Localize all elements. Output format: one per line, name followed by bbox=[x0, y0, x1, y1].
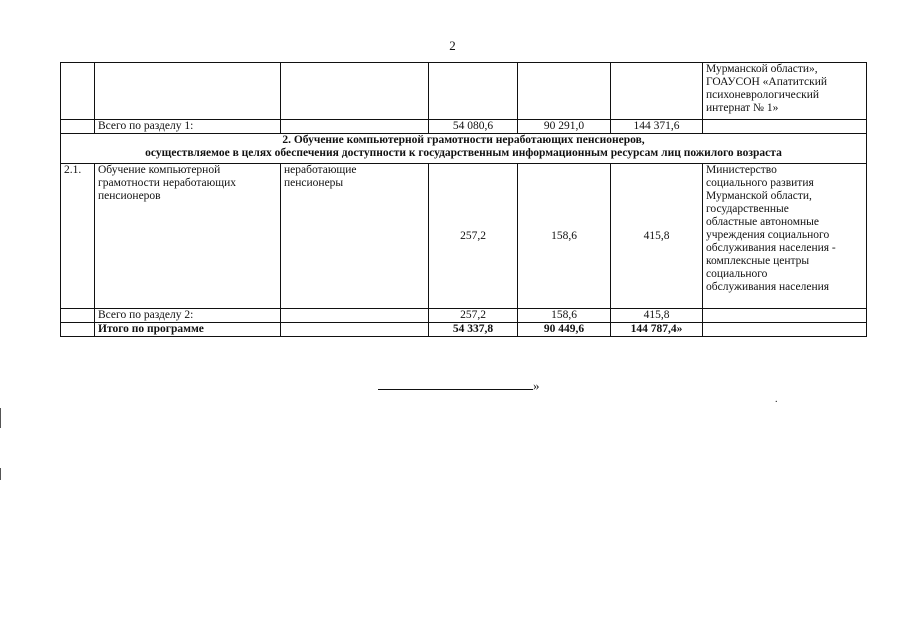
cell-target-group: неработающие пенсионеры bbox=[281, 164, 429, 309]
table-row-section2-total bbox=[61, 309, 867, 323]
table-row-section2-header bbox=[61, 134, 867, 164]
scan-edge-mark bbox=[0, 408, 1, 428]
cell-empty bbox=[703, 323, 867, 337]
cell-empty bbox=[61, 63, 95, 120]
cell-empty bbox=[518, 63, 611, 120]
stray-dot: . bbox=[775, 394, 778, 405]
cell-empty bbox=[61, 323, 95, 337]
cell-empty bbox=[703, 120, 867, 134]
signature-rule bbox=[378, 380, 533, 390]
cell-executor: Министерство социального развития Мурманской области, государственные областные автономные учреждения социального обслуживания населения - комплексные центры социального обслуживания населения bbox=[703, 164, 867, 309]
cell-empty bbox=[281, 63, 429, 120]
closing-line bbox=[378, 378, 540, 394]
cell-value-1: 257,2 bbox=[429, 164, 518, 309]
table-row-continuation bbox=[61, 63, 867, 120]
scan-edge-mark bbox=[0, 468, 1, 480]
cell-empty bbox=[95, 63, 281, 120]
cell-empty bbox=[281, 309, 429, 323]
cell-row-number: 2.1. bbox=[61, 164, 95, 309]
cell-total-v1: 257,2 bbox=[429, 309, 518, 323]
cell-empty bbox=[429, 63, 518, 120]
table-row-section1-total bbox=[61, 120, 867, 134]
cell-empty bbox=[281, 120, 429, 134]
cell-activity-name: Обучение компьютерной грамотности неработающих пенсионеров bbox=[95, 164, 281, 309]
section2-header bbox=[61, 134, 867, 164]
cell-total-v1: 54 080,6 bbox=[429, 120, 518, 134]
cell-program-total-v3: 144 787,4» bbox=[611, 323, 703, 337]
table-row-2-1 bbox=[61, 164, 867, 309]
closing-quote-mark: » bbox=[533, 378, 540, 393]
cell-empty bbox=[61, 120, 95, 134]
cell-empty bbox=[61, 309, 95, 323]
cell-total-v3: 415,8 bbox=[611, 309, 703, 323]
cell-value-2: 158,6 bbox=[518, 164, 611, 309]
cell-total-v2: 90 291,0 bbox=[518, 120, 611, 134]
cell-empty bbox=[611, 63, 703, 120]
page-number: 2 bbox=[449, 38, 456, 53]
cell-value-3: 415,8 bbox=[611, 164, 703, 309]
cell-program-total-v2: 90 449,6 bbox=[518, 323, 611, 337]
cell-total-label: Всего по разделу 1: bbox=[95, 120, 281, 134]
section2-header-line1: 2. Обучение компьютерной грамотности неработающих пенсионеров, bbox=[282, 134, 645, 146]
cell-empty bbox=[703, 309, 867, 323]
cell-empty bbox=[281, 323, 429, 337]
cell-total-label: Всего по разделу 2: bbox=[95, 309, 281, 323]
program-table bbox=[60, 62, 867, 337]
cell-program-total-label: Итого по программе bbox=[95, 323, 281, 337]
cell-total-v2: 158,6 bbox=[518, 309, 611, 323]
cell-total-v3: 144 371,6 bbox=[611, 120, 703, 134]
section2-header-line2: осуществляемое в целях обеспечения доступности к государственным информационным ресурсам лиц пожилого возраста bbox=[145, 147, 782, 159]
table-row-program-total bbox=[61, 323, 867, 337]
cell-program-total-v1: 54 337,8 bbox=[429, 323, 518, 337]
cell-executor-continuation: Мурманской области», ГОАУСОН «Апатитский психоневрологический интернат № 1» bbox=[703, 63, 867, 120]
